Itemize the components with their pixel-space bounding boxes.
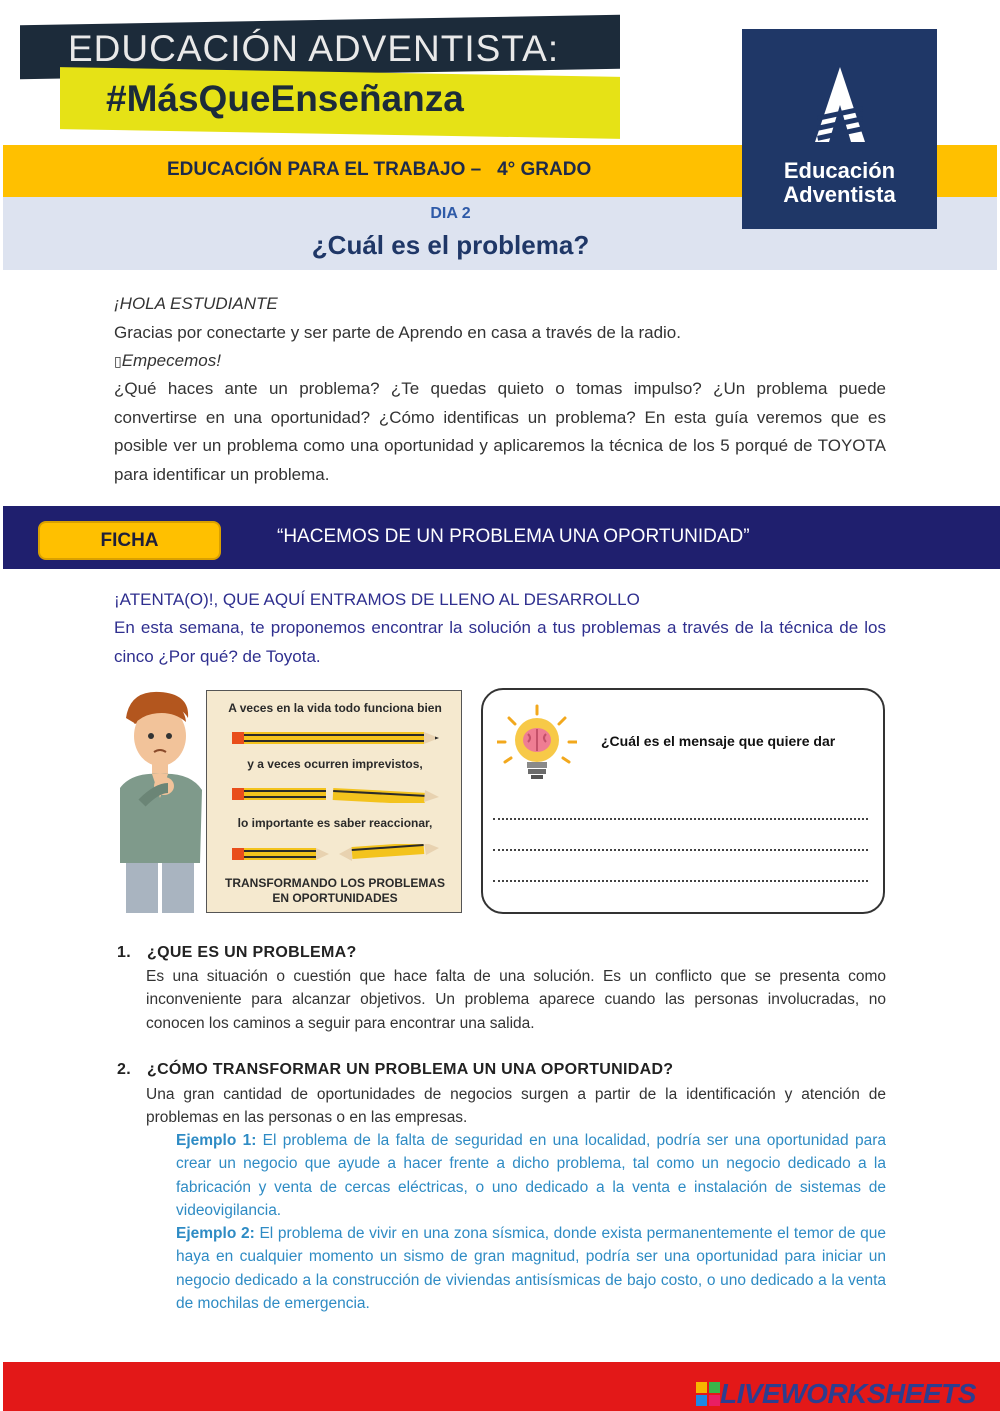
section-2-heading: ¿CÓMO TRANSFORMAR UN PROBLEMA UN UNA OPORTUNIDAD? (147, 1061, 674, 1078)
answer-line-3[interactable] (493, 880, 868, 882)
broken-pencil-icon (207, 785, 463, 803)
pencil-text-3: lo importante es saber reaccionar, (237, 816, 433, 830)
example-2-label: Ejemplo 2: (176, 1225, 255, 1242)
page-title: ¿Cuál es el problema? (311, 230, 590, 260)
section-1-number: 1. (117, 944, 131, 961)
pencil-text-1: A veces en la vida todo funciona bien (228, 701, 442, 715)
start-label: Empecemos! (121, 351, 221, 370)
lightbulb-brain-icon (497, 704, 577, 784)
section-2-body: Una gran cantidad de oportunidades de negocios surgen a partir de la identificación y atención de problemas en las personas o en las empresas. (146, 1086, 886, 1127)
example-2 (176, 1222, 886, 1315)
section-1-title (117, 944, 357, 962)
example-2-text: El problema de vivir en una zona sísmica, donde exista permanentemente el temor de que haya en cualquier momento un sismo de gran magnitud, podría ser una oportunidad para iniciar un negocio dedicado a la construcción de viviendas antisísmicas de bajo costo, o uno dedicado a la venta de mochilas de emergencia. (176, 1225, 886, 1312)
liveworksheets-logo[interactable] (696, 1378, 976, 1410)
attention-heading: ¡ATENTA(O)!, QUE AQUÍ ENTRAMOS DE LLENO AL DESARROLLO (114, 590, 640, 609)
logo-text: Educación Adventista (783, 158, 896, 207)
section-1-heading: ¿QUE ES UN PROBLEMA? (147, 944, 357, 961)
example-1-label: Ejemplo 1: (176, 1132, 257, 1149)
thanks-text: Gracias por conectarte y ser parte de Aprendo en casa a través de la radio. (114, 323, 681, 342)
ficha-title: “HACEMOS DE UN PROBLEMA UNA OPORTUNIDAD” (277, 526, 750, 547)
section-1-body: Es una situación o cuestión que hace falta de una solución. Es un conflicto que se presenta como inconveniente para alcanzar objetivos. Un problema aparece cuando las personas involucradas, no conocen los caminos a seguir para encontrar una salida. (146, 968, 886, 1032)
liveworksheets-grid-icon (696, 1382, 720, 1406)
header-banner (20, 20, 620, 130)
ficha-bar (3, 506, 1000, 569)
start-text: ▯Empecemos! (114, 351, 221, 370)
question-text: ¿Cuál es el mensaje que quiere dar (601, 733, 836, 749)
adventista-a-icon (815, 67, 865, 142)
day-label: DIA 2 (430, 205, 471, 222)
banner-title: EDUCACIÓN ADVENTISTA: (68, 28, 560, 69)
intro-paragraph: ¿Qué haces ante un problema? ¿Te quedas quieto o tomas impulso? ¿Un problema puede convertirse en una oportunidad? ¿Cómo identificas un problema? En esta guía veremos que es posible ver un problema como una oportunidad y aplicaremos la técnica de los 5 porqué de TOYOTA para identificar un problema. (114, 379, 886, 484)
pencil-text-2: y a veces ocurren imprevistos, (247, 757, 423, 771)
whole-pencil-icon (207, 729, 463, 747)
pencil-text-5: EN OPORTUNIDADES (272, 891, 398, 905)
two-pencils-icon (207, 844, 463, 864)
answer-line-2[interactable] (493, 849, 868, 851)
example-1-text: El problema de la falta de seguridad en una localidad, podría ser una oportunidad para crear un negocio que ayude a hacer frente a dicho problema, tal como un negocio dedicado a la fabricación y venta de cercas eléctricas, o uno dedicado a la venta e instalación de sistemas de videovigilancia. (176, 1132, 886, 1219)
question-box (481, 688, 885, 914)
example-1 (176, 1129, 886, 1222)
section-2-number: 2. (117, 1061, 131, 1078)
section-2-title (117, 1061, 673, 1079)
thinking-boy-illustration (112, 688, 207, 913)
week-paragraph: En esta semana, te proponemos encontrar la solución a tus problemas a través de la técnica de los cinco ¿Por qué? de Toyota. (114, 618, 886, 666)
ficha-button[interactable]: FICHA (38, 521, 221, 560)
greeting: ¡HOLA ESTUDIANTE (114, 294, 278, 313)
pencil-infographic (206, 690, 462, 913)
subject-title: EDUCACIÓN PARA EL TRABAJO – 4° GRADO (167, 159, 592, 180)
educacion-adventista-logo (742, 29, 937, 229)
answer-line-1[interactable] (493, 818, 868, 820)
banner-hashtag: #MásQueEnseñanza (106, 78, 464, 119)
liveworksheets-brand: LIVEWORKSHEETS (720, 1378, 976, 1409)
pencil-text-4: TRANSFORMANDO LOS PROBLEMAS (225, 876, 445, 890)
